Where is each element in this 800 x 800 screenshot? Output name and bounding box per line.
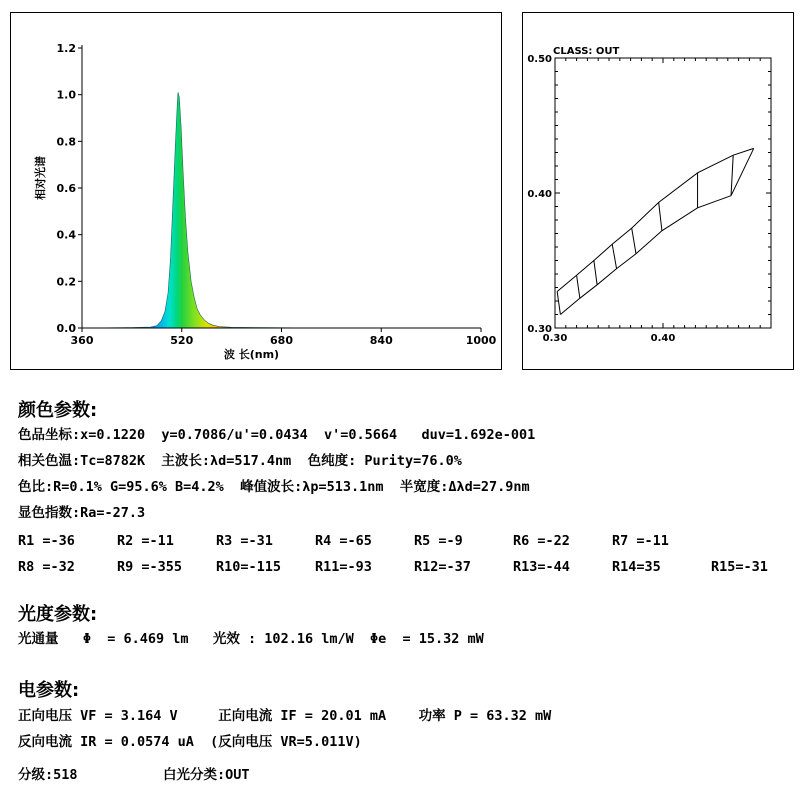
spectrum-area (82, 92, 481, 328)
y-tick-label: 0.2 (56, 275, 76, 289)
class-title: CLASS: OUT (553, 46, 620, 57)
class-chart (523, 13, 793, 369)
y-axis-label: 相对光谱 (34, 156, 47, 200)
class-chart-panel (522, 12, 794, 370)
r-value-8: R8 =-32 (18, 559, 75, 575)
white-class-label: 白光分类:OUT (163, 767, 250, 783)
bin-divider (632, 228, 636, 254)
class-y-tick-label: 0.30 (527, 324, 552, 335)
bin-divider (612, 244, 616, 268)
bin-divider (594, 261, 597, 285)
reverse-line: 反向电流 IR = 0.0574 uA (反向电压 VR=5.011V) (18, 734, 362, 750)
spectrum-chart-panel (10, 12, 502, 370)
r-value-13: R13=-44 (513, 559, 570, 575)
bin-divider (659, 202, 662, 230)
r-value-10: R10=-115 (216, 559, 282, 575)
forward-line: 正向电压 VF = 3.164 V 正向电流 IF = 20.01 mA 功率 P = 63.32 mW (18, 708, 552, 724)
bin-bottom-boundary (560, 196, 731, 315)
bin-top-boundary (557, 148, 754, 291)
bin-end-edge (731, 148, 754, 195)
r-value-14: R14=35 (612, 559, 661, 575)
x-axis-label: 波 长(nm) (223, 348, 280, 361)
plot-frame (555, 58, 771, 328)
bin-divider (557, 292, 560, 315)
spectrum-chart (11, 13, 501, 369)
y-tick-label: 1.0 (56, 88, 76, 102)
r-value-15: R15=-31 (711, 559, 768, 575)
class-x-tick-label: 0.40 (650, 333, 676, 344)
bin-divider (577, 275, 580, 298)
cct-line: 相关色温:Tc=8782K 主波长:λd=517.4nm 色纯度: Purity=76.0% (18, 453, 462, 469)
r-value-6: R6 =-22 (513, 533, 570, 549)
r-value-1: R1 =-36 (18, 533, 75, 549)
flux-line: 光通量 Φ = 6.469 lm 光效 : 102.16 lm/W Φe = 15.32 mW (18, 631, 484, 647)
class-y-tick-label: 0.50 (527, 54, 552, 65)
y-tick-label: 0.4 (56, 228, 76, 242)
color-ratio-line: 色比:R=0.1% G=95.6% B=4.2% 峰值波长:λp=513.1nm 半宽度:Δλd=27.9nm (18, 479, 530, 495)
x-tick-label: 680 (270, 334, 293, 347)
x-tick-label: 520 (170, 334, 194, 347)
grade-label: 分级:518 (18, 767, 78, 783)
photometric-params-title: 光度参数: (18, 604, 98, 625)
electrical-params-title: 电参数: (18, 680, 80, 701)
r-value-2: R2 =-11 (117, 533, 174, 549)
ra-line: 显色指数:Ra=-27.3 (18, 505, 146, 521)
y-tick-label: 0.8 (56, 135, 76, 149)
r-value-9: R9 =-355 (117, 559, 183, 575)
chromaticity-line: 色品坐标:x=0.1220 y=0.7086/u'=0.0434 v'=0.5664 duv=1.692e-001 (18, 427, 536, 443)
x-tick-label: 360 (70, 334, 94, 347)
bin-divider (731, 155, 733, 196)
r-value-7: R7 =-11 (612, 533, 669, 549)
y-tick-label: 0.6 (56, 182, 76, 195)
color-params-title: 颜色参数: (18, 400, 98, 421)
y-tick-label: 1.2 (56, 42, 76, 55)
r-value-5: R5 =-9 (414, 533, 463, 549)
x-tick-label: 840 (369, 334, 393, 347)
class-x-tick-label: 0.30 (542, 333, 568, 344)
x-tick-label: 1000 (465, 334, 497, 347)
spectrum-line (82, 92, 481, 328)
r-value-11: R11=-93 (315, 559, 372, 575)
r-value-4: R4 =-65 (315, 533, 372, 549)
y-tick-label: 0.0 (56, 322, 76, 335)
r-value-12: R12=-37 (414, 559, 471, 575)
class-y-tick-label: 0.40 (527, 189, 552, 200)
r-value-3: R3 =-31 (216, 533, 273, 549)
